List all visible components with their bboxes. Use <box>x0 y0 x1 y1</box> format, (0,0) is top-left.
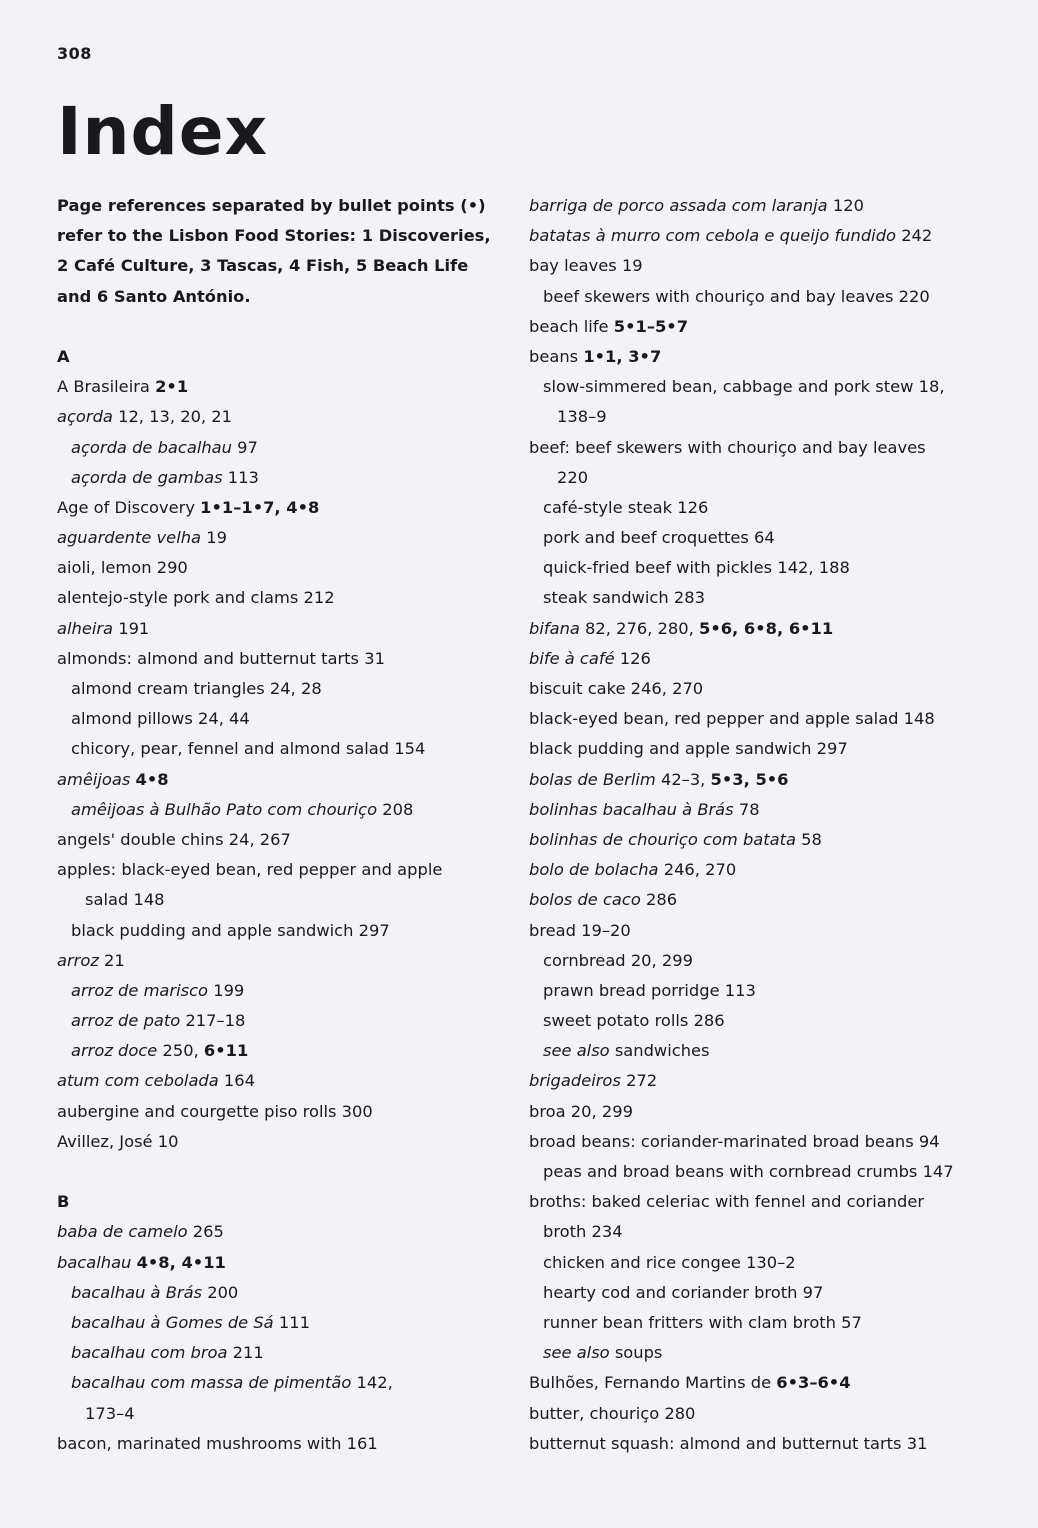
index-entry-continuation: 220 <box>557 467 589 487</box>
index-entry: beef: beef skewers with chouriço and bay leaves <box>529 437 926 457</box>
index-entry: batatas à murro com cebola e queijo fundido 242 <box>529 226 933 246</box>
index-subentry: cornbread 20, 299 <box>543 950 693 970</box>
index-subentry: quick-fried beef with pickles 142, 188 <box>543 558 850 578</box>
index-entry: barriga de porco assada com laranja 120 <box>529 196 864 215</box>
index-subentry: prawn bread porridge 113 <box>543 980 756 1000</box>
page-number: 308 <box>57 44 92 63</box>
index-column-right <box>529 191 989 1459</box>
index-entry: biscuit cake 246, 270 <box>529 679 704 698</box>
index-entry: amêijoas 4•8 <box>57 769 169 789</box>
index-subentry: café-style steak 126 <box>543 497 709 517</box>
intro-line: and 6 Santo António. <box>57 286 251 306</box>
index-entry: apples: black-eyed bean, red pepper and apple <box>57 860 443 880</box>
index-entry: bread 19–20 <box>529 920 631 940</box>
index-entry: broths: baked celeriac with fennel and coriander <box>529 1192 925 1212</box>
index-entry: bacalhau 4•8, 4•11 <box>57 1252 226 1272</box>
index-entry: bifana 82, 276, 280, 5•6, 6•8, 6•11 <box>529 618 834 638</box>
index-entry: beans 1•1, 3•7 <box>529 346 662 366</box>
index-column-left <box>57 191 497 1459</box>
index-entry: bolo de bolacha 246, 270 <box>529 860 737 880</box>
intro-line: refer to the Lisbon Food Stories: 1 Discoveries, <box>57 226 491 246</box>
index-entry: broa 20, 299 <box>529 1101 633 1121</box>
index-entry: A Brasileira 2•1 <box>57 377 189 397</box>
index-entry: atum com cebolada 164 <box>57 1071 256 1091</box>
index-entry: black-eyed bean, red pepper and apple salad 148 <box>529 709 935 729</box>
index-subentry: beef skewers with chouriço and bay leaves 220 <box>543 286 930 306</box>
index-subentry: chicken and rice congee 130–2 <box>543 1252 796 1272</box>
section-letter-a: A <box>57 346 70 366</box>
index-subentry: sweet potato rolls 286 <box>543 1011 725 1031</box>
index-entry-continuation: 173–4 <box>85 1403 135 1423</box>
index-subentry: chicory, pear, fennel and almond salad 154 <box>71 739 426 759</box>
index-subentry: açorda de bacalhau 97 <box>71 437 258 457</box>
intro-line: 2 Café Culture, 3 Tascas, 4 Fish, 5 Beach Life <box>57 256 469 276</box>
index-entry: bolas de Berlim 42–3, 5•3, 5•6 <box>529 769 789 789</box>
index-subentry: bacalhau com broa 211 <box>71 1343 264 1363</box>
index-subentry: steak sandwich 283 <box>543 588 705 608</box>
index-entry: butter, chouriço 280 <box>529 1403 696 1423</box>
index-subentry: slow-simmered bean, cabbage and pork stew 18, <box>543 377 945 397</box>
index-subentry: almond cream triangles 24, 28 <box>71 679 322 698</box>
index-subentry: arroz de marisco 199 <box>71 980 245 1000</box>
index-entry: bolinhas de chouriço com batata 58 <box>529 829 822 849</box>
index-entry: beach life 5•1–5•7 <box>529 316 689 336</box>
index-entry: Avillez, José 10 <box>57 1131 179 1151</box>
intro-line: Page references separated by bullet points (•) <box>57 196 486 215</box>
index-subentry: runner bean fritters with clam broth 57 <box>543 1312 862 1332</box>
index-entry: brigadeiros 272 <box>529 1071 658 1091</box>
index-entry: arroz 21 <box>57 950 125 970</box>
index-entry: butternut squash: almond and butternut tarts 31 <box>529 1433 928 1453</box>
index-entry: black pudding and apple sandwich 297 <box>529 739 848 759</box>
index-entry: angels' double chins 24, 267 <box>57 829 291 849</box>
index-entry: bolos de caco 286 <box>529 890 678 910</box>
index-subentry: pork and beef croquettes 64 <box>543 528 775 548</box>
index-subentry: bacalhau à Gomes de Sá 111 <box>71 1312 310 1332</box>
index-entry-continuation: salad 148 <box>85 890 165 910</box>
index-subentry: amêijoas à Bulhão Pato com chouriço 208 <box>71 799 414 819</box>
index-entry: bay leaves 19 <box>529 256 643 276</box>
index-subentry: bacalhau com massa de pimentão 142, <box>71 1373 393 1393</box>
index-subentry: arroz doce 250, 6•11 <box>71 1041 249 1061</box>
index-subentry: see also sandwiches <box>543 1041 710 1061</box>
index-subentry: see also soups <box>543 1343 663 1363</box>
index-entry: alentejo-style pork and clams 212 <box>57 588 335 608</box>
index-entry: aioli, lemon 290 <box>57 558 188 578</box>
index-entry: baba de camelo 265 <box>57 1222 224 1242</box>
index-subentry: peas and broad beans with cornbread crumbs 147 <box>543 1162 954 1181</box>
index-entry: açorda 12, 13, 20, 21 <box>57 407 233 427</box>
index-entry: bacon, marinated mushrooms with 161 <box>57 1433 378 1453</box>
index-subentry: almond pillows 24, 44 <box>71 709 250 729</box>
index-entry-continuation: broth 234 <box>543 1222 623 1242</box>
index-entry: alheira 191 <box>57 618 150 638</box>
page-title: Index <box>57 93 269 170</box>
index-entry: Bulhões, Fernando Martins de 6•3–6•4 <box>529 1373 851 1393</box>
intro-note <box>57 191 497 312</box>
index-entry: broad beans: coriander-marinated broad beans 94 <box>529 1131 940 1151</box>
index-entry: aubergine and courgette piso rolls 300 <box>57 1101 373 1121</box>
index-entry-continuation: 138–9 <box>557 407 607 427</box>
section-letter-b: B <box>57 1192 70 1212</box>
index-entry: aguardente velha 19 <box>57 528 227 548</box>
index-entry: bolinhas bacalhau à Brás 78 <box>529 799 760 819</box>
index-entry: bife à café 126 <box>529 648 651 668</box>
index-entry: almonds: almond and butternut tarts 31 <box>57 648 385 668</box>
index-subentry: açorda de gambas 113 <box>71 467 259 487</box>
index-subentry: hearty cod and coriander broth 97 <box>543 1282 824 1302</box>
index-subentry: arroz de pato 217–18 <box>71 1011 246 1031</box>
index-subentry: bacalhau à Brás 200 <box>71 1282 239 1302</box>
index-subentry: black pudding and apple sandwich 297 <box>71 920 390 940</box>
index-entry: Age of Discovery 1•1–1•7, 4•8 <box>57 497 320 517</box>
